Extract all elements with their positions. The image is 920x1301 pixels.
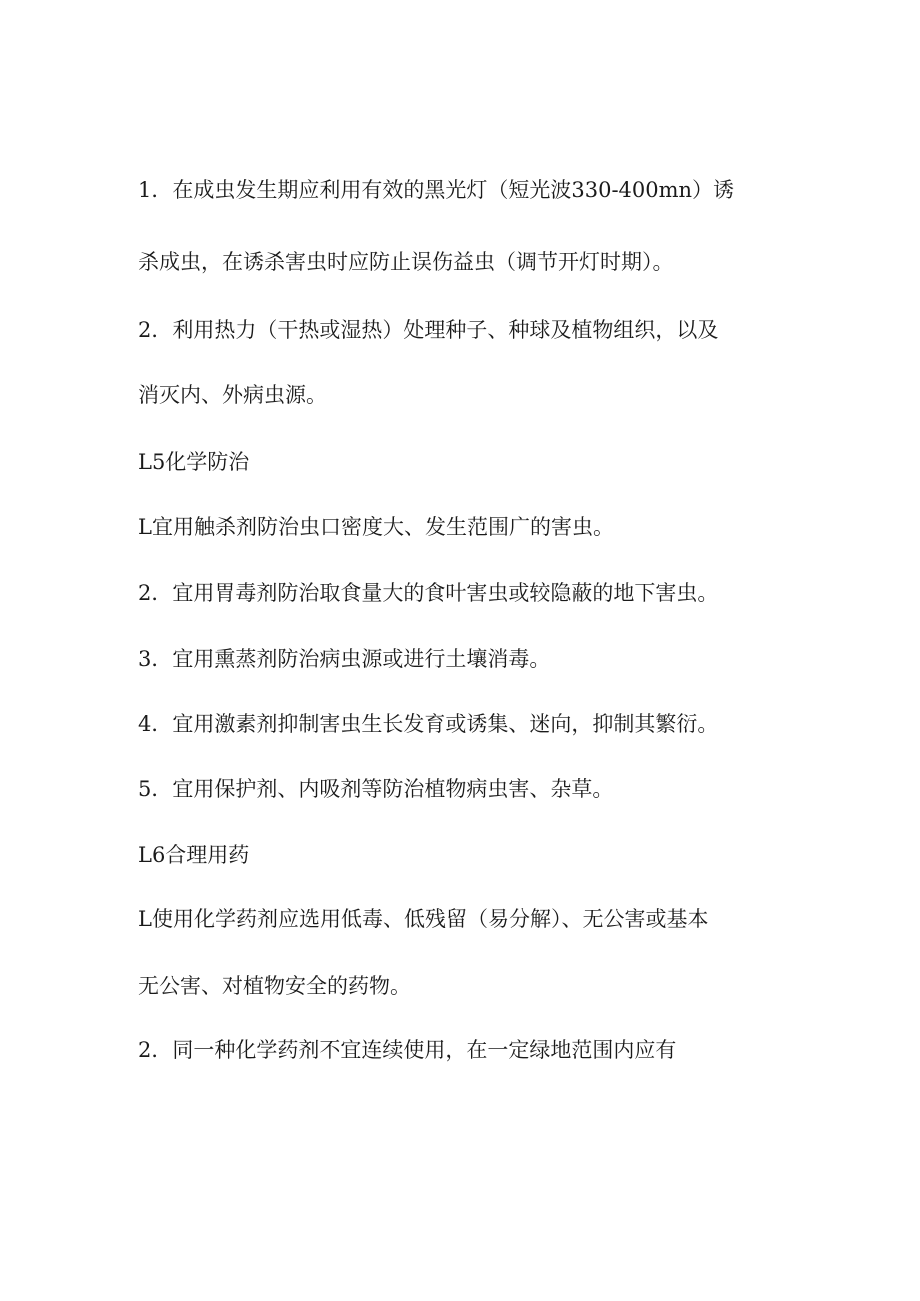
text-line-3: 2．利用热力（干热或湿热）处理种子、种球及植物组织，以及 bbox=[138, 318, 719, 342]
text-line-12: L使用化学药剂应选用低毒、低残留（易分解）、无公害或基本 bbox=[138, 907, 709, 931]
section-heading-l5: L5化学防治 bbox=[138, 450, 250, 474]
text-line-4: 消灭内、外病虫源。 bbox=[138, 383, 327, 407]
text-line-14: 2．同一种化学药剂不宜连续使用，在一定绿地范围内应有 bbox=[138, 1038, 677, 1062]
text-line-6: L宜用触杀剂防治虫口密度大、发生范围广的害虫。 bbox=[138, 515, 614, 539]
section-heading-l6: L6合理用药 bbox=[138, 843, 250, 867]
text-line-2: 杀成虫，在诱杀害虫时应防止误伤益虫（调节开灯时期）。 bbox=[138, 250, 674, 274]
text-line-9: 4．宜用激素剂抑制害虫生长发育或诱集、迷向，抑制其繁衍。 bbox=[138, 712, 719, 736]
text-line-1: 1．在成虫发生期应利用有效的黑光灯（短光波330-400mn）诱 bbox=[138, 178, 735, 202]
text-line-13: 无公害、对植物安全的药物。 bbox=[138, 974, 411, 998]
text-line-7: 2．宜用胃毒剂防治取食量大的食叶害虫或较隐蔽的地下害虫。 bbox=[138, 581, 719, 605]
text-line-8: 3．宜用熏蒸剂防治病虫源或进行土壤消毒。 bbox=[138, 647, 551, 671]
text-line-10: 5．宜用保护剂、内吸剂等防治植物病虫害、杂草。 bbox=[138, 777, 614, 801]
